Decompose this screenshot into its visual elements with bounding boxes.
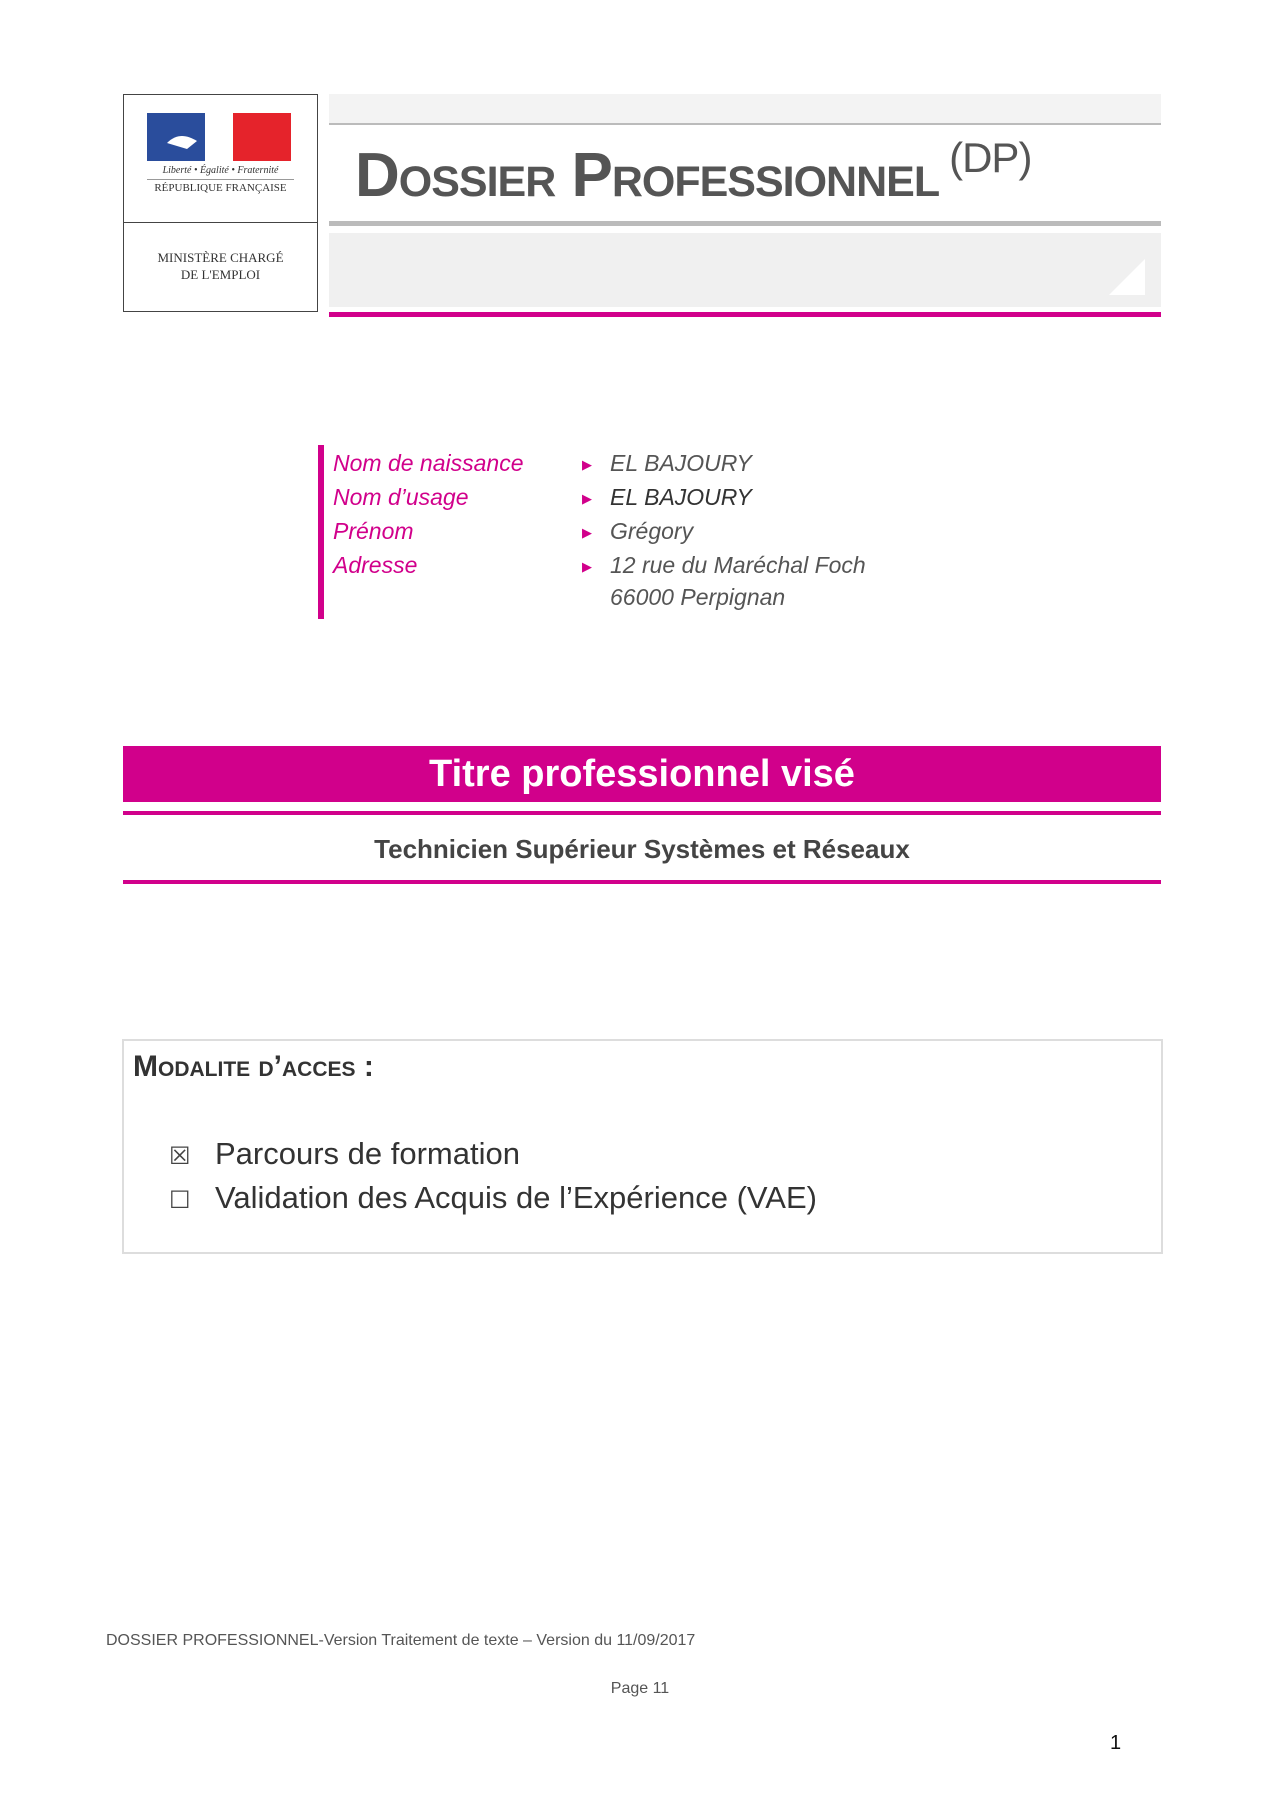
checkbox-unchecked[interactable]: ☐ — [169, 1187, 191, 1214]
label-birth-name: Nom de naissance — [333, 450, 524, 476]
bullet-icon: ▶ — [582, 525, 592, 540]
marianne-logo — [123, 94, 318, 312]
option-formation: Parcours de formation — [215, 1136, 520, 1171]
accent-divider — [123, 811, 1161, 815]
titre-banner: Titre professionnel visé — [123, 746, 1161, 802]
label-first-name: Prénom — [333, 518, 414, 544]
option-vae: Validation des Acquis de l’Expérience (VAE) — [215, 1180, 817, 1215]
logo-motto: Liberté • Égalité • Fraternité — [162, 165, 279, 176]
value-address: 12 rue du Maréchal Foch — [610, 552, 866, 578]
checkbox-checked[interactable]: ☒ — [169, 1143, 191, 1170]
title-text: Dossier Professionnel — [355, 141, 940, 210]
page-number: 1 — [1110, 1732, 1122, 1754]
ministry-line1: MINISTÈRE CHARGÉ — [157, 250, 284, 265]
ministry-line2: DE L'EMPLOI — [180, 267, 261, 282]
accent-divider — [329, 312, 1161, 317]
value-address-line2: 66000 Perpignan — [610, 584, 786, 610]
bullet-icon: ▶ — [582, 457, 592, 472]
header-box — [329, 233, 1161, 307]
logo-republic: RÉPUBLIQUE FRANÇAISE — [147, 179, 294, 194]
page-label: Page 11 — [610, 1680, 670, 1697]
value-birth-name: EL BAJOURY — [610, 450, 752, 476]
header-band — [329, 94, 1161, 125]
footer-text: DOSSIER PROFESSIONNEL-Version Traitement de texte – Version du 11/09/2017 — [106, 1632, 696, 1649]
bullet-icon: ▶ — [582, 559, 592, 574]
label-address: Adresse — [333, 552, 418, 578]
titre-value: Technicien Supérieur Systèmes et Réseaux — [374, 834, 910, 864]
accent-divider — [123, 880, 1161, 884]
page-title — [355, 134, 1032, 211]
value-first-name: Grégory — [610, 518, 694, 544]
divider — [329, 221, 1161, 226]
label-usage-name: Nom d’usage — [333, 484, 469, 510]
bullet-icon: ▶ — [582, 491, 592, 506]
triangle-decoration — [1109, 259, 1145, 295]
french-flag-icon — [147, 113, 291, 161]
info-accent-bar — [318, 445, 324, 619]
modalite-heading: Modalite d’acces : — [133, 1050, 374, 1083]
value-usage-name: EL BAJOURY — [610, 484, 752, 510]
title-abbr: (DP) — [949, 134, 1032, 181]
